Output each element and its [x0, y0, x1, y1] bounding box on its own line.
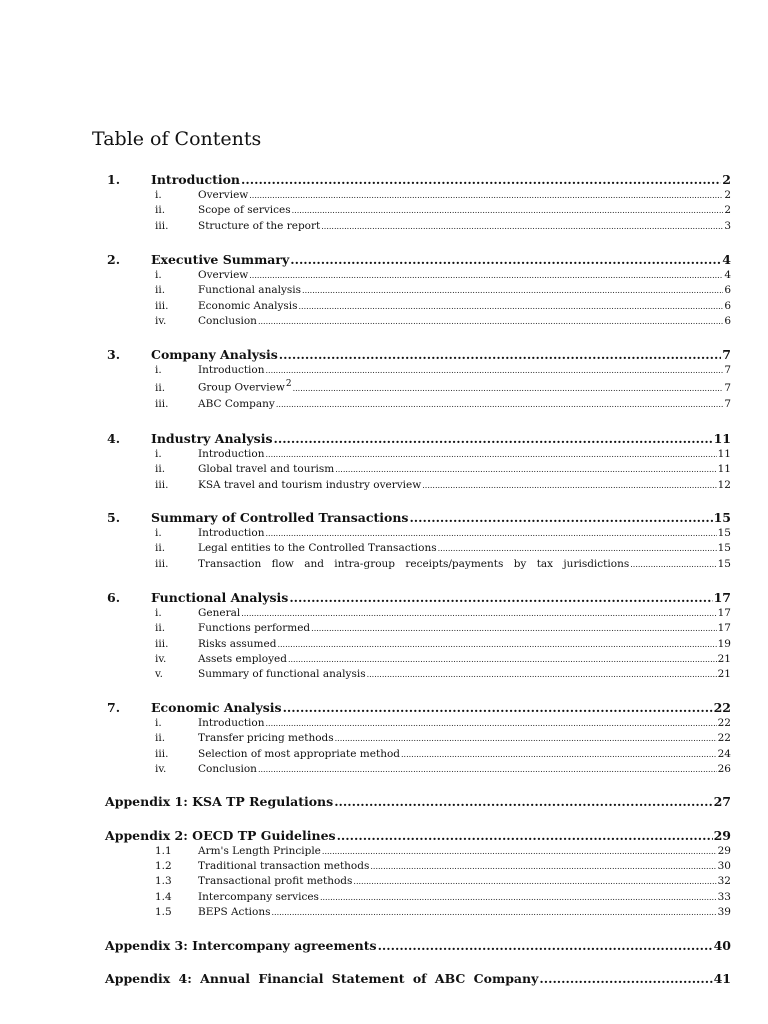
toc-entry-title — [198, 558, 629, 570]
toc-entry-title — [151, 347, 278, 362]
dot-leader — [335, 465, 716, 474]
toc-entry-title — [198, 638, 276, 650]
toc-entry-title — [198, 300, 298, 312]
dot-leader — [311, 624, 716, 633]
toc-entry-page-number: 4 — [724, 269, 731, 281]
toc-entry-title — [198, 220, 320, 232]
toc-entry-title — [198, 542, 437, 554]
toc-subsection-2-1[interactable] — [155, 269, 731, 283]
toc-entry-number: ii. — [155, 542, 166, 555]
dot-leader — [438, 544, 717, 553]
toc-entry-page-number: 15 — [717, 542, 731, 555]
toc-entry-page-number: 7 — [724, 364, 731, 376]
toc-entry-title-text: Global travel and tourism — [198, 463, 335, 476]
toc-entry-number: iv. — [155, 762, 167, 775]
toc-entry-title — [198, 763, 257, 775]
toc-subsection-4-2[interactable] — [155, 463, 731, 477]
toc-entry-number: 4. — [107, 431, 121, 446]
toc-entry-title — [198, 622, 310, 634]
toc-subsection-5-2[interactable] — [155, 542, 731, 556]
toc-entry-number: ii. — [155, 732, 166, 745]
dot-leader — [283, 700, 713, 715]
dot-leader — [630, 560, 716, 569]
toc-entry-number: i. — [155, 607, 162, 619]
toc-entry-title — [198, 717, 265, 729]
toc-subsection-3-3[interactable] — [155, 398, 731, 412]
toc-entry-number: iv. — [155, 652, 167, 665]
toc-entry-title — [198, 204, 291, 216]
toc-entry-page-number: 22 — [713, 700, 731, 715]
toc-entry-title-text: Assets employed — [198, 652, 287, 665]
toc-entry-page-number: 11 — [717, 463, 731, 476]
toc-entry-page-number: 7 — [722, 347, 731, 362]
toc-entry-page-number: 17 — [713, 590, 731, 605]
toc-entry-page-number: 11 — [713, 431, 731, 446]
toc-subsection-1-1[interactable] — [155, 189, 731, 203]
toc-entry-title — [198, 463, 334, 475]
toc-entry-page-number: 6 — [724, 314, 731, 327]
toc-appendix-item-2-3[interactable] — [155, 875, 731, 889]
dot-leader — [337, 828, 713, 843]
toc-entry-number: ii. — [155, 622, 166, 635]
toc-entry-number: 1. — [107, 172, 121, 187]
toc-entry-number: 1.5 — [155, 905, 172, 918]
toc-section-6[interactable] — [107, 590, 731, 606]
toc-entry-number: v. — [155, 668, 164, 681]
toc-section-2[interactable] — [107, 252, 731, 268]
toc-entry-number: 6. — [107, 590, 121, 605]
toc-entry-page-number: 29 — [713, 828, 731, 843]
toc-entry-page-number: 22 — [717, 717, 731, 729]
dot-leader — [334, 794, 712, 809]
dot-leader — [258, 317, 723, 326]
toc-entry-number: iii. — [155, 219, 169, 232]
toc-section-4[interactable] — [107, 431, 731, 447]
toc-appendix-item-2-2[interactable] — [155, 860, 731, 874]
toc-entry-title — [198, 398, 275, 410]
toc-entry-page-number: 22 — [717, 732, 731, 745]
dot-leader — [401, 750, 717, 759]
toc-entry-number: 7. — [107, 700, 121, 715]
toc-entry-title — [198, 653, 287, 665]
toc-entry-page-number: 15 — [717, 557, 731, 570]
toc-entry-page-number: 40 — [713, 938, 731, 953]
toc-entry-title-text: Functional Analysis — [151, 590, 289, 605]
toc-entry-number: iii. — [155, 397, 169, 410]
toc-entry-page-number: 17 — [717, 622, 731, 635]
toc-entry-title — [198, 891, 319, 903]
toc-entry-title-text: Summary of Controlled Transactions — [151, 510, 409, 525]
toc-entry-number: i. — [155, 189, 162, 201]
toc-appendix-2[interactable] — [105, 828, 731, 844]
toc-appendix-3[interactable] — [105, 938, 731, 954]
toc-entry-title-text: Arm's Length Principle — [198, 845, 321, 857]
toc-entry-title — [151, 431, 273, 446]
toc-entry-title-text: Transactional profit methods — [198, 875, 353, 888]
toc-subsection-2-4[interactable] — [155, 315, 731, 329]
toc-entry-page-number: 21 — [717, 668, 731, 681]
toc-entry-number: i. — [155, 717, 162, 729]
dot-leader — [292, 206, 724, 215]
toc-entry-page-number: 15 — [713, 510, 731, 525]
dot-leader — [320, 893, 717, 902]
toc-entry-number: ii. — [155, 463, 166, 476]
dot-leader — [266, 450, 717, 459]
toc-entry-title — [105, 828, 336, 843]
toc-entry-title — [198, 479, 421, 491]
toc-entry-page-number: 7 — [724, 397, 731, 410]
toc-subsection-7-4[interactable] — [155, 763, 731, 777]
toc-title: Table of Contents — [92, 128, 262, 150]
toc-entry-title — [198, 284, 301, 296]
toc-entry-number: iii. — [155, 299, 169, 312]
toc-entry-title — [198, 906, 271, 918]
toc-entry-title-text: KSA travel and tourism industry overview — [198, 478, 422, 491]
dot-leader — [322, 847, 717, 856]
toc-appendix-item-2-4[interactable] — [155, 891, 731, 905]
footnote-marker: 2 — [285, 379, 292, 390]
toc-entry-title-text: Traditional transaction methods — [198, 860, 370, 873]
toc-entry-number: iii. — [155, 557, 169, 570]
dot-leader — [274, 431, 713, 446]
toc-entry-title-text: Selection of most appropriate method — [198, 747, 400, 760]
toc-subsection-1-3[interactable] — [155, 220, 731, 234]
toc-entry-page-number: 2 — [722, 172, 731, 187]
toc-entry-page-number: 24 — [717, 747, 731, 760]
toc-entry-title-text: Overview — [198, 269, 249, 281]
toc-entry-page-number: 30 — [717, 860, 731, 873]
toc-entry-title — [198, 448, 265, 460]
toc-entry-title-text: Appendix 1: KSA TP Regulations — [105, 794, 334, 809]
toc-entry-page-number: 32 — [717, 875, 731, 888]
toc-entry-title — [151, 172, 240, 187]
toc-entry-number: 1.3 — [155, 875, 172, 888]
toc-entry-title — [198, 875, 352, 887]
dot-leader — [266, 366, 724, 375]
toc-entry-title-text: Functions performed — [198, 622, 311, 635]
toc-entry-title-text: Legal entities to the Controlled Transactions — [198, 542, 437, 555]
toc-subsection-3-2[interactable] — [155, 379, 731, 393]
toc-entry-title-text: ABC Company — [198, 397, 275, 410]
dot-leader — [249, 191, 723, 200]
toc-subsection-2-2[interactable] — [155, 284, 731, 298]
toc-entry-title — [198, 748, 400, 760]
toc-entry-title-text: Appendix 2: OECD TP Guidelines — [105, 828, 336, 843]
dot-leader — [258, 765, 717, 774]
toc-entry-number: iii. — [155, 637, 169, 650]
dot-leader — [249, 271, 723, 280]
toc-entry-page-number: 29 — [717, 845, 731, 857]
toc-entry-title — [198, 668, 366, 680]
dot-leader — [299, 302, 724, 311]
toc-subsection-5-1[interactable] — [155, 527, 731, 541]
toc-entry-title-text: Executive Summary — [151, 252, 290, 267]
toc-subsection-6-1[interactable] — [155, 607, 731, 621]
toc-subsection-4-1[interactable] — [155, 448, 731, 462]
toc-entry-page-number: 15 — [717, 527, 731, 539]
toc-entry-number: 1.4 — [155, 890, 172, 903]
toc-entry-title-text: Risks assumed — [198, 637, 277, 650]
toc-entry-title-text: Conclusion — [198, 762, 257, 775]
toc-entry-title — [198, 269, 248, 281]
toc-appendix-item-2-1[interactable] — [155, 845, 731, 859]
toc-entry-title — [198, 607, 240, 619]
toc-subsection-6-4[interactable] — [155, 653, 731, 667]
dot-leader — [370, 862, 716, 871]
toc-entry-title — [151, 510, 408, 525]
toc-entry-page-number: 12 — [717, 478, 731, 491]
toc-entry-number: 1.1 — [155, 845, 172, 857]
toc-entry-title — [198, 364, 265, 376]
toc-entry-title-text: Conclusion — [198, 314, 257, 327]
toc-entry-title — [198, 732, 334, 744]
toc-entry-page-number: 7 — [724, 381, 731, 394]
toc-entry-title-text: Scope of services — [198, 204, 291, 217]
toc-entry-title — [198, 845, 321, 857]
toc-entry-title-text: General — [198, 607, 241, 619]
toc-entry-page-number: 17 — [717, 607, 731, 619]
toc-entry-title-text: Transaction flow and intra-group receipts/payments by tax jurisdictions — [198, 557, 630, 570]
dot-leader — [302, 286, 723, 295]
toc-entry-title — [198, 860, 369, 872]
toc-section-1[interactable] — [107, 172, 731, 188]
toc-entry-page-number: 26 — [717, 762, 731, 775]
dot-leader — [266, 529, 717, 538]
toc-entry-title — [198, 189, 248, 201]
toc-entry-title-text: Appendix 3: Intercompany agreements — [105, 938, 377, 953]
dot-leader — [293, 384, 724, 393]
toc-entry-title-text: Industry Analysis — [151, 431, 273, 446]
toc-entry-page-number: 11 — [717, 448, 731, 460]
toc-entry-page-number: 2 — [724, 204, 731, 217]
toc-entry-title-text: Structure of the report — [198, 219, 321, 232]
toc-subsection-7-1[interactable] — [155, 717, 731, 731]
toc-entry-page-number: 6 — [724, 299, 731, 312]
toc-entry-page-number: 19 — [717, 637, 731, 650]
toc-entry-title — [198, 315, 257, 327]
toc-subsection-5-3[interactable] — [155, 558, 731, 572]
toc-entry-title — [151, 590, 288, 605]
dot-leader — [276, 400, 723, 409]
toc-entry-title-text: Introduction — [198, 527, 265, 539]
toc-entry-number: ii. — [155, 284, 166, 297]
dot-leader — [378, 938, 713, 953]
toc-entry-title-text: Company Analysis — [151, 347, 278, 362]
toc-entry-number: iv. — [155, 314, 167, 327]
toc-entry-title-text: Introduction — [198, 448, 265, 460]
toc-entry-number: 5. — [107, 510, 121, 525]
dot-leader — [321, 222, 723, 231]
toc-subsection-7-3[interactable] — [155, 748, 731, 762]
toc-entry-page-number: 39 — [717, 905, 731, 918]
toc-entry-page-number: 6 — [724, 284, 731, 297]
dot-leader — [353, 877, 716, 886]
toc-subsection-2-3[interactable] — [155, 300, 731, 314]
toc-entry-title — [151, 252, 289, 267]
toc-entry-page-number: 33 — [717, 890, 731, 903]
toc-entry-title-text: Introduction — [198, 717, 265, 729]
dot-leader — [539, 971, 712, 986]
toc-entry-page-number: 2 — [724, 189, 731, 201]
toc-entry-title — [151, 700, 282, 715]
dot-leader — [367, 670, 717, 679]
toc-entry-number: i. — [155, 527, 162, 539]
toc-entry-number: iii. — [155, 478, 169, 491]
toc-appendix-item-2-5[interactable] — [155, 906, 731, 920]
dot-leader — [288, 655, 717, 664]
dot-leader — [266, 719, 717, 728]
toc-entry-number: 1.2 — [155, 860, 172, 873]
toc-subsection-7-2[interactable] — [155, 732, 731, 746]
toc-entry-number: 2. — [107, 252, 121, 267]
toc-entry-title-text: Economic Analysis — [198, 299, 298, 312]
toc-entry-title — [198, 527, 265, 539]
dot-leader — [279, 347, 722, 362]
dot-leader — [241, 609, 716, 618]
toc-entry-number: ii. — [155, 204, 166, 217]
toc-entry-title-text: Summary of functional analysis — [198, 668, 366, 681]
toc-entry-title — [105, 938, 377, 953]
dot-leader — [289, 590, 712, 605]
toc-entry-title-text: Intercompany services — [198, 890, 319, 903]
dot-leader — [272, 908, 717, 917]
toc-entry-title — [105, 794, 333, 809]
toc-entry-page-number: 41 — [713, 971, 731, 986]
toc-subsection-6-5[interactable] — [155, 668, 731, 682]
dot-leader — [422, 481, 716, 490]
toc-entry-number: iii. — [155, 747, 169, 760]
toc-entry-page-number: 4 — [722, 252, 731, 267]
toc-entry-title-text: Introduction — [151, 172, 241, 187]
dot-leader — [290, 252, 721, 267]
toc-entry-page-number: 27 — [713, 794, 731, 809]
dot-leader — [335, 734, 717, 743]
toc-entry-number: i. — [155, 364, 162, 376]
toc-subsection-1-2[interactable] — [155, 204, 731, 218]
toc-entry-title-text: Appendix 4: Annual Financial Statement of ABC Company — [105, 971, 539, 986]
toc-section-7[interactable] — [107, 700, 731, 716]
toc-section-5[interactable] — [107, 510, 731, 526]
toc-section-3[interactable] — [107, 347, 731, 363]
toc-appendix-4[interactable] — [105, 971, 731, 987]
toc-entry-title-text: Economic Analysis — [151, 700, 282, 715]
toc-entry-title-text: BEPS Actions — [198, 905, 271, 918]
toc-entry-title-text: Functional analysis — [198, 284, 302, 297]
toc-appendix-1[interactable] — [105, 794, 731, 810]
dot-leader — [409, 510, 712, 525]
toc-entry-title — [198, 379, 292, 394]
toc-entry-page-number: 3 — [724, 219, 731, 232]
toc-entry-number: 3. — [107, 347, 121, 362]
toc-entry-title — [105, 971, 538, 986]
toc-entry-number: i. — [155, 269, 162, 281]
toc-subsection-3-1[interactable] — [155, 364, 731, 378]
dot-leader — [241, 172, 721, 187]
toc-entry-page-number: 21 — [717, 652, 731, 665]
dot-leader — [277, 640, 716, 649]
toc-subsection-4-3[interactable] — [155, 479, 731, 493]
toc-entry-number: ii. — [155, 381, 166, 394]
toc-entry-number: i. — [155, 448, 162, 460]
toc-entry-title-text: Group Overview — [198, 381, 285, 394]
toc-subsection-6-3[interactable] — [155, 638, 731, 652]
toc-subsection-6-2[interactable] — [155, 622, 731, 636]
toc-entry-title-text: Overview — [198, 189, 249, 201]
toc-entry-title-text: Introduction — [198, 364, 265, 376]
toc-entry-title-text: Transfer pricing methods — [198, 732, 334, 745]
